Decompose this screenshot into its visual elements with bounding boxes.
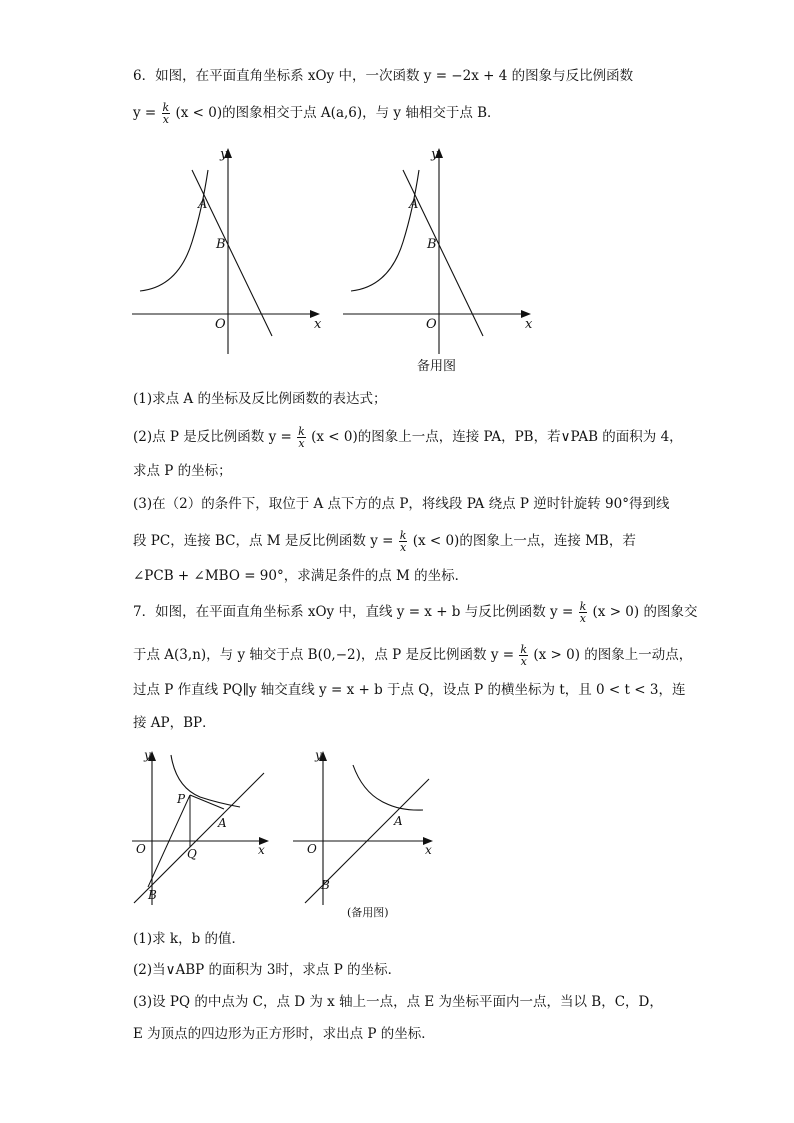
- x-axis-label: x: [525, 317, 533, 332]
- q6-part2-tail: (x < 0)的图象上一点，连接 PA，PB，若∨PAB 的面积为 4，: [311, 429, 683, 445]
- fraction-denominator: x: [520, 655, 527, 668]
- q7-part2: (2)当∨ABP 的面积为 3时，求点 P 的坐标．: [133, 962, 402, 978]
- fraction-k-over-x: [297, 426, 306, 449]
- q7-part1: (1)求 k，b 的值．: [133, 931, 246, 947]
- point-p-label: P: [177, 792, 186, 806]
- hyperbola-curve: [353, 765, 423, 810]
- origin-label: O: [136, 842, 146, 856]
- q6-part3-line1: (3)在（2）的条件下，取位于 A 点下方的点 P，将线段 PA 绕点 P 逆时针旋转 90°得到线: [133, 496, 670, 512]
- fraction-numerator: k: [520, 643, 528, 656]
- point-b-label: B: [216, 237, 226, 252]
- fraction-numerator: k: [399, 529, 407, 542]
- origin-label: O: [215, 317, 226, 332]
- point-a-label: A: [218, 816, 227, 830]
- y-axis-label: y: [144, 748, 151, 762]
- point-a-label: A: [394, 814, 403, 828]
- point-a-label: A: [409, 197, 419, 212]
- q6-part3-tail: (x < 0)的图象上一点，连接 MB，若: [412, 533, 636, 549]
- linear-function-line: [403, 170, 483, 336]
- fraction-denominator: x: [162, 113, 169, 126]
- q7-part3-line1: (3)设 PQ 的中点为 C，点 D 为 x 轴上一点，点 E 为坐标平面内一点，当以 B，C，D，: [133, 994, 663, 1010]
- q7-stem-line2: [133, 644, 692, 667]
- q7-line2-tail: (x > 0) 的图象上一动点，: [533, 647, 693, 663]
- x-axis-label: x: [314, 317, 322, 332]
- q6-stem-line2: [133, 102, 501, 125]
- hyperbola-curve: [140, 170, 208, 291]
- q6-func-tail: (x < 0)的图象相交于点 A(a,6)，与 y 轴相交于点 B．: [175, 105, 501, 121]
- point-b-label: B: [321, 878, 330, 892]
- fraction-denominator: x: [399, 541, 407, 554]
- origin-label: O: [426, 317, 437, 332]
- q6-part2-line2: 求点 P 的坐标；: [133, 463, 232, 479]
- q7-graph-backup: [291, 745, 441, 910]
- y-axis-label: y: [431, 147, 439, 162]
- fraction-numerator: k: [579, 600, 587, 613]
- q6-func-lead: y =: [133, 105, 157, 121]
- q6-stem-line1: 6．如图，在平面直角坐标系 xOy 中，一次函数 y = −2x + 4 的图象与反比例函数: [133, 68, 634, 84]
- x-axis-label: x: [258, 843, 265, 857]
- q7-stem-line1: [133, 601, 697, 624]
- q7-stem-line3: 过点 P 作直线 PQ∥y 轴交直线 y = x + b 于点 Q，设点 P 的横坐标为 t，且 0 < t < 3，连: [133, 682, 686, 698]
- fraction-denominator: x: [579, 612, 586, 625]
- fraction-numerator: k: [298, 425, 305, 438]
- q6-graph-main: [130, 142, 330, 360]
- y-axis-label: y: [220, 147, 228, 162]
- point-a-label: A: [198, 197, 208, 212]
- point-b-label: B: [148, 888, 157, 902]
- y-axis-label: y: [315, 748, 322, 762]
- origin-label: O: [307, 842, 317, 856]
- point-q-label: Q: [187, 847, 197, 861]
- q6-graph-backup: [341, 142, 541, 360]
- q6-part3-line3: ∠PCB + ∠MBO = 90°，求满足条件的点 M 的坐标．: [133, 568, 469, 584]
- q7-graph-main: [130, 745, 280, 910]
- q6-part3-line2: [133, 530, 636, 553]
- fraction-k-over-x: [399, 530, 408, 553]
- q6-part2-line1: [133, 426, 683, 449]
- q6-part3-lead: 段 PC，连接 BC，点 M 是反比例函数 y =: [133, 533, 394, 549]
- x-axis-label: x: [425, 843, 432, 857]
- q7-backup-caption: (备用图): [347, 906, 389, 919]
- q7-line2-lead: 于点 A(3,n)，与 y 轴交于点 B(0,−2)，点 P 是反比例函数 y =: [133, 647, 515, 663]
- linear-function-line: [192, 170, 272, 336]
- fraction-k-over-x: [579, 601, 588, 624]
- q6-backup-caption: 备用图: [417, 359, 457, 374]
- line-y-equals-x-plus-b: [134, 773, 264, 903]
- q7-part3-line2: E 为顶点的四边形为正方形时，求出点 P 的坐标．: [133, 1026, 435, 1042]
- fraction-k-over-x: [519, 644, 528, 667]
- q7-stem-line4: 接 AP，BP．: [133, 715, 216, 731]
- hyperbola-curve: [351, 170, 419, 291]
- fraction-k-over-x: [162, 102, 171, 125]
- fraction-denominator: x: [298, 437, 305, 450]
- fraction-numerator: k: [162, 101, 170, 114]
- q7-line1-tail: (x > 0) 的图象交: [592, 604, 698, 620]
- q6-part2-lead: (2)点 P 是反比例函数 y =: [133, 429, 292, 445]
- q7-line1-lead: 7．如图，在平面直角坐标系 xOy 中，直线 y = x + b 与反比例函数 y =: [133, 604, 574, 620]
- q6-part1: (1)求点 A 的坐标及反比例函数的表达式；: [133, 391, 387, 407]
- point-b-label: B: [427, 237, 437, 252]
